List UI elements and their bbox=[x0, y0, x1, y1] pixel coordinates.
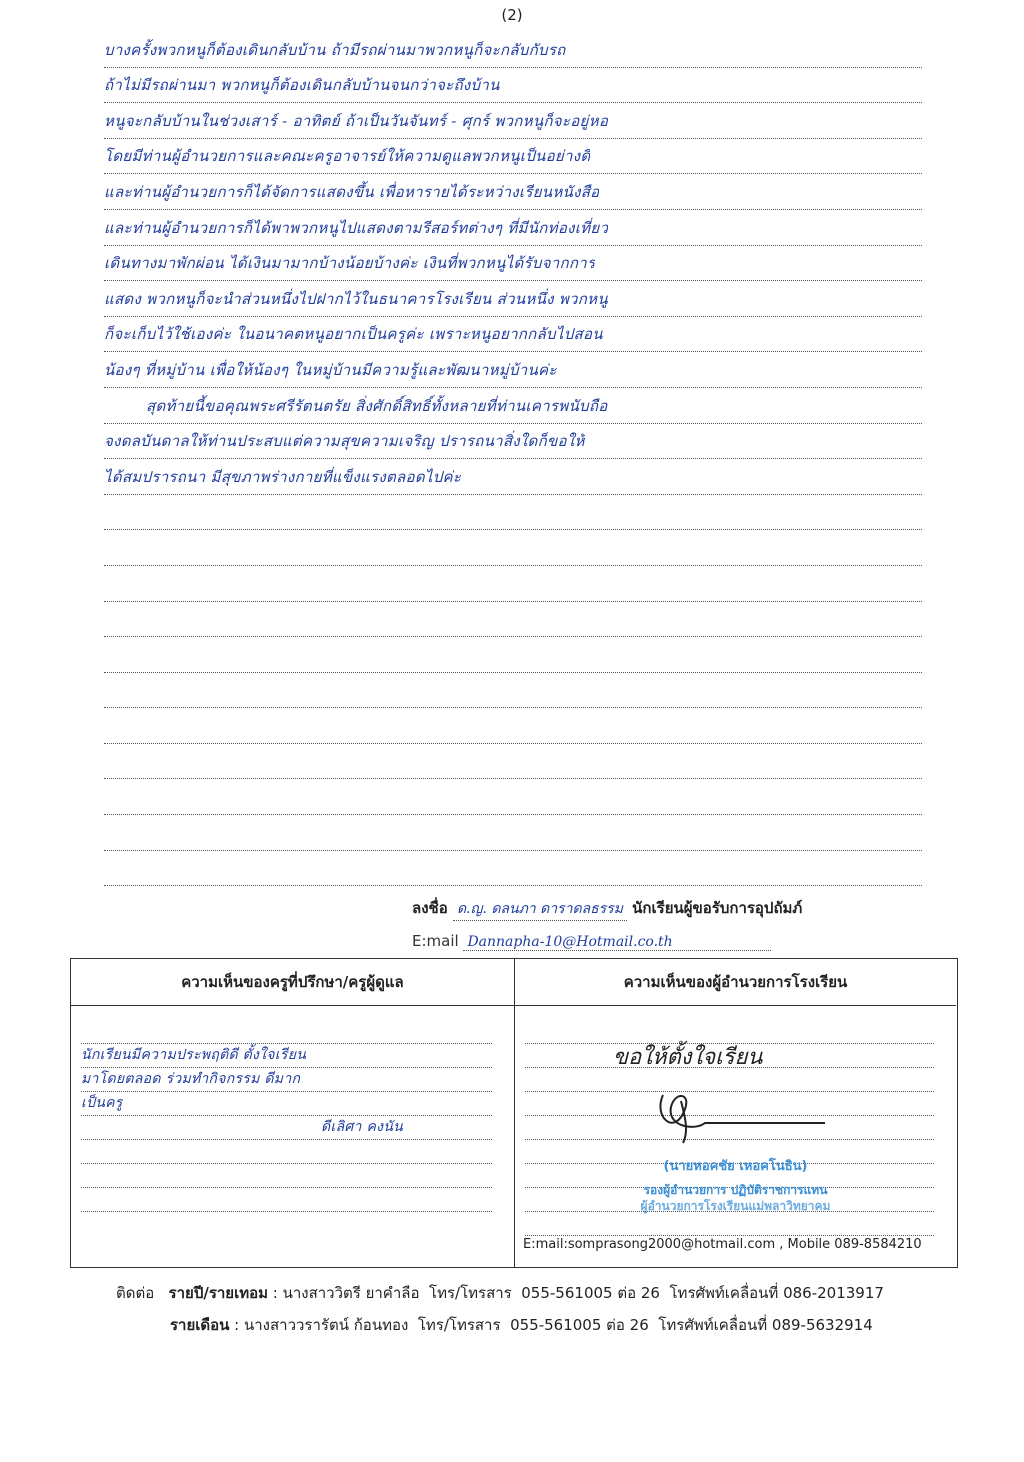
letter-line-text: แสดง พวกหนูก็จะนำส่วนหนึ่งไปฝากไว้ในธนาคารโรงเรียน ส่วนหนึ่ง พวกหนู bbox=[104, 289, 608, 308]
letter-line bbox=[104, 32, 922, 68]
letter-line-text: บางครั้งพวกหนูก็ต้องเดินกลับบ้าน ถ้ามีรถผ่านมาพวกหนูก็จะกลับกับรถ bbox=[104, 40, 566, 59]
letter-line bbox=[104, 210, 922, 246]
director-comment: ขอให้ตั้งใจเรียน bbox=[613, 1045, 763, 1070]
letter-line bbox=[104, 246, 922, 282]
contact-phone: 055-561005 ต่อ 26 bbox=[510, 1316, 649, 1334]
letter-line bbox=[104, 779, 922, 815]
teacher-comment-line bbox=[81, 1068, 492, 1092]
director-position: รองผู้อำนวยการ ปฏิบัติราชการแทน bbox=[643, 1183, 828, 1197]
letter-line-text: น้องๆ ที่หมู่บ้าน เพื่อให้น้องๆ ในหมู่บ้านมีความรู้และพัฒนาหมู่บ้านค่ะ bbox=[104, 360, 557, 379]
letter-line bbox=[104, 815, 922, 851]
letter-line bbox=[104, 388, 922, 424]
teacher-comment-text: มาโดยตลอด ร่วมทำกิจกรรม ดีมาก bbox=[81, 1071, 301, 1087]
letter-line bbox=[104, 744, 922, 780]
contact-type: รายปี/รายเทอม bbox=[168, 1284, 268, 1302]
letter-line-text: โดยมีท่านผู้อำนวยการและคณะครูอาจารย์ให้ความดูแลพวกหนูเป็นอย่างดี bbox=[104, 147, 591, 166]
teacher-comment-line bbox=[81, 1092, 492, 1116]
letter-line-text: สุดท้ายนี้ขอคุณพระศรีรัตนตรัย สิ่งศักดิ์สิทธิ์ทั้งหลายที่ท่านเคารพนับถือ bbox=[146, 396, 608, 415]
comment-table bbox=[70, 958, 958, 1268]
letter-line-text: และท่านผู้อำนวยการก็ได้จัดการแสดงขึ้น เพื่อหารายได้ระหว่างเรียนหนังสือ bbox=[104, 182, 600, 201]
letter-line-text: เดินทางมาพักผ่อน ได้เงินมามากบ้างน้อยบ้างค่ะ เงินที่พวกหนูได้รับจากการ bbox=[104, 254, 596, 273]
contact-mobile: 086-2013917 bbox=[783, 1284, 884, 1302]
contact-mobile: 089-5632914 bbox=[771, 1316, 873, 1334]
teacher-comment-line bbox=[81, 1044, 492, 1068]
letter-line bbox=[104, 281, 922, 317]
teacher-comment-lines bbox=[71, 1006, 514, 1212]
teacher-comment-text: นักเรียนมีความประพฤติดี ตั้งใจเรียน bbox=[81, 1047, 307, 1063]
contact-monthly: รายเดือน : นางสาววรารัตน์ ก้อนทอง โทร/โทรสาร 055-561005 ต่อ 26 โทรศัพท์เคลื่อนที่ 089-5632914 bbox=[170, 1316, 873, 1334]
student-signature-row bbox=[412, 896, 932, 921]
letter-line-text: หนูจะกลับบ้านในช่วงเสาร์ - อาทิตย์ ถ้าเป็นวันจันทร์ - ศุกร์ พวกหนูก็จะอยู่หอ bbox=[104, 111, 609, 130]
letter-line bbox=[104, 317, 922, 353]
director-contact: E:mail:somprasong2000@hotmail.com , Mobile 089-8584210 bbox=[523, 1237, 922, 1252]
contact-person: นางสาววิตรี ยาคำลือ bbox=[282, 1284, 420, 1302]
teacher-comment-line bbox=[81, 1116, 492, 1140]
director-comment-column bbox=[515, 959, 956, 1267]
letter-line bbox=[104, 459, 922, 495]
teacher-comment-header: ความเห็นของครูที่ปรึกษา/ครูผู้ดูแล bbox=[71, 959, 514, 1006]
teacher-comment-column bbox=[71, 959, 515, 1267]
letter-line-text: ก็จะเก็บไว้ใช้เองค่ะ ในอนาคตหนูอยากเป็นครูค่ะ เพราะหนูอยากกลับไปสอน bbox=[104, 325, 603, 344]
teacher-comment-line bbox=[81, 1188, 492, 1212]
email-label: E:mail bbox=[412, 932, 459, 950]
letter-line bbox=[104, 424, 922, 460]
letter-line bbox=[104, 708, 922, 744]
teacher-signature: ดีเลิศา คงนัน bbox=[321, 1119, 403, 1135]
director-position-school: ผู้อำนวยการโรงเรียนแม่พลาวิทยาคม bbox=[640, 1199, 831, 1213]
contact-mobile-label: โทรศัพท์เคลื่อนที่ bbox=[658, 1316, 768, 1334]
letter-line bbox=[104, 174, 922, 210]
contact-yearly: ติดต่อ รายปี/รายเทอม : นางสาววิตรี ยาคำลือ โทร/โทรสาร 055-561005 ต่อ 26 โทรศัพท์เคลื่อนที่ 086-2013917 bbox=[116, 1284, 884, 1302]
letter-line-text: ได้สมปรารถนา มีสุขภาพร่างกายที่แข็งแรงตลอดไปค่ะ bbox=[104, 467, 462, 486]
director-name: (นายหอคชัย เหอคโนธิน) bbox=[663, 1159, 808, 1174]
letter-line bbox=[104, 673, 922, 709]
letter-line bbox=[104, 637, 922, 673]
student-email-row bbox=[412, 932, 932, 951]
letter-line bbox=[104, 566, 922, 602]
letter-line bbox=[104, 68, 922, 104]
teacher-comment-line bbox=[81, 1140, 492, 1164]
letter-line bbox=[104, 352, 922, 388]
student-role: นักเรียนผู้ขอรับการอุปถัมภ์ bbox=[632, 899, 803, 917]
signature-label: ลงชื่อ bbox=[412, 899, 448, 917]
contact-prefix: ติดต่อ bbox=[116, 1284, 155, 1302]
student-name: ด.ญ. ดลนภา ดาราดลธรรม bbox=[453, 898, 627, 921]
contact-mobile-label: โทรศัพท์เคลื่อนที่ bbox=[669, 1284, 779, 1302]
letter-line-text: และท่านผู้อำนวยการก็ได้พาพวกหนูไปแสดงตามรีสอร์ทต่างๆ ที่มีนักท่องเที่ยว bbox=[104, 218, 609, 237]
letter-line-text: ถ้าไม่มีรถผ่านมา พวกหนูก็ต้องเดินกลับบ้านจนกว่าจะถึงบ้าน bbox=[104, 76, 500, 95]
contact-phone-label: โทร/โทรสาร bbox=[429, 1284, 512, 1302]
teacher-comment-line bbox=[81, 1020, 492, 1044]
page-number: (2) bbox=[501, 6, 523, 24]
student-email: Dannapha-10@Hotmail.co.th bbox=[463, 934, 771, 951]
contact-phone: 055-561005 ต่อ 26 bbox=[521, 1284, 660, 1302]
letter-line bbox=[104, 851, 922, 887]
letter-line bbox=[104, 602, 922, 638]
director-signature-image bbox=[645, 1087, 835, 1147]
teacher-comment-line bbox=[81, 1164, 492, 1188]
letter-line bbox=[104, 139, 922, 175]
letter-line-text: จงดลบันดาลให้ท่านประสบแต่ความสุขความเจริญ ปรารถนาสิ่งใดก็ขอให้ bbox=[104, 432, 585, 451]
teacher-comment-text: เป็นครู bbox=[81, 1095, 123, 1111]
contact-phone-label: โทร/โทรสาร bbox=[417, 1316, 501, 1334]
letter-line bbox=[104, 530, 922, 566]
letter-body bbox=[104, 32, 922, 886]
contact-type: รายเดือน bbox=[170, 1316, 230, 1334]
contact-person: นางสาววรารัตน์ ก้อนทอง bbox=[244, 1316, 409, 1334]
letter-line bbox=[104, 103, 922, 139]
director-comment-header: ความเห็นของผู้อำนวยการโรงเรียน bbox=[515, 959, 956, 1006]
letter-line bbox=[104, 495, 922, 531]
